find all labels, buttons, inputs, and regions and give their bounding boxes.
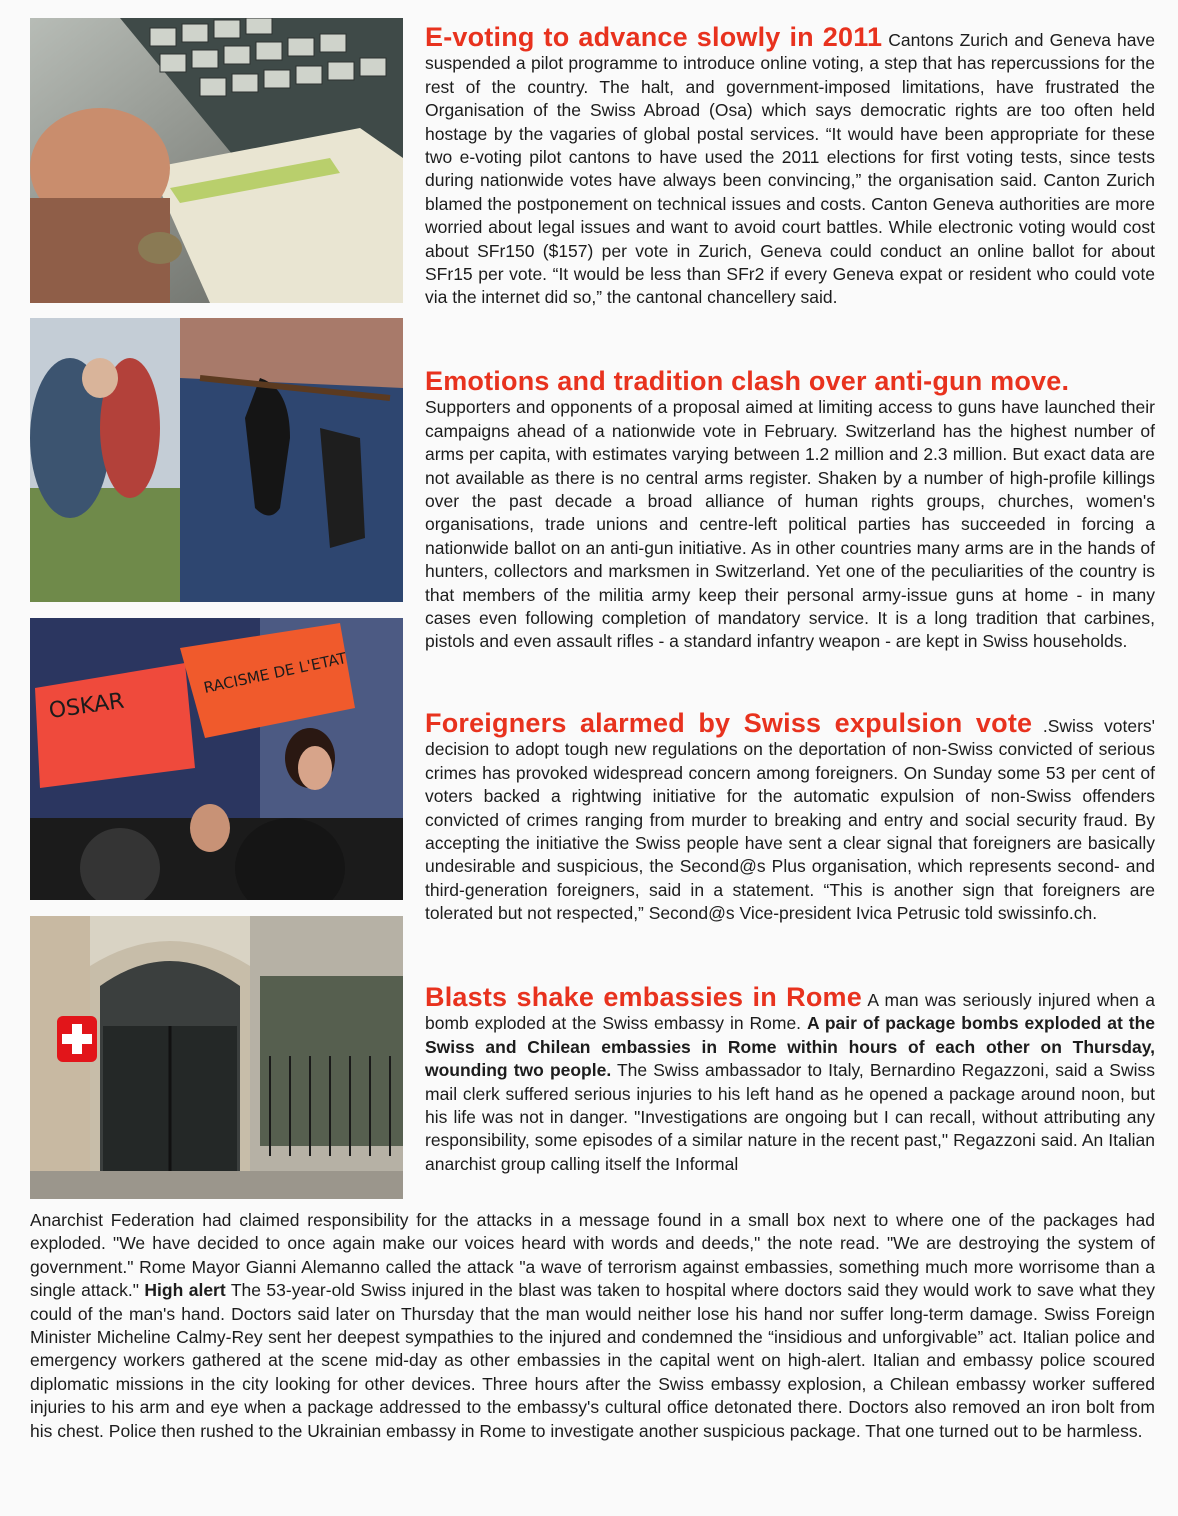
article-body-rome-4: The 53-year-old Swiss injured in the blast was taken to hospital where doctors said they would work to save what they could of the man's hand. Doctors said later on Thursday that the man would neither lose his hand nor suffer long-term damage. Swiss Foreign Minister Micheline Calmy-Rey sent her deepest sympathies to the injured and condemned the “insidious and unforgivable” act. Italian police and emergency workers gathered at the scene mid-day as other embassies in the capital went on high-alert. Italian and embassy police scoured diplomatic missions in the city looking for other devices. Three hours after the Swiss embassy explosion, a Chilean embassy worker suffered injuries to his arm and eye when a package addressed to the embassy's cultural office detonated there. Doctors also removed an iron bolt from his chest. Police then rushed to the Ukrainian embassy in Rome to investigate another suspicious package. That one turned out to be harmless. [30, 1280, 1155, 1441]
swiss-embassy-gate-photo [30, 916, 403, 1199]
article-anti-gun [425, 366, 1155, 654]
protest-sign-right: RACISME DE L'ETAT [202, 649, 349, 697]
protest-signs-photo [30, 618, 403, 900]
protest-sign-left: OSKAR [47, 688, 126, 724]
article-bold-summary: A pair of package bombs exploded at the Swiss and Chilean embassies in Rome within hours of each other on Thursday, wounding two people. [425, 1013, 1156, 1081]
article-body-anti-gun: Supporters and opponents of a proposal aimed at limiting access to guns have launched their campaigns ahead of a nationwide vote in February. Switzerland has the highest number of arms per capita, with estimates varying between 1.2 million and 2.3 million. But exact data are not available as there is no central arms register. Shaken by a number of high-profile killings over the past decade a broad alliance of human rights groups, churches, women's organisations, trade unions and centre-left political parties has succeeded in forcing a nationwide ballot on an anti-gun initiative. As in other countries many arms are in the hands of hunters, collectors and marksmen in Switzerland. Yet one of the peculiarities of the country is that members of the militia army keep their personal army-issue guns at home - in many cases even following completion of mandatory service. It is a long tradition that carbines, pistols and even assault rifles - a standard infantry weapon - are kept in Swiss households. [425, 397, 1155, 652]
article-body-rome-3: Anarchist Federation had claimed responsibility for the attacks in a message found in a small box next to where one of the packages had exploded. "We have decided to once again make our voices heard with words and deeds," the note read. "We are destroying the system of government." Rome Mayor Gianni Alemanno called the attack "a wave of terrorism against embassies, something much more worrisome than a single attack." [30, 1210, 1155, 1301]
article-expulsion-vote [425, 708, 1156, 926]
headline-expulsion-vote: Foreigners alarmed by Swiss expulsion vote [425, 708, 1033, 738]
article-body-e-voting: Cantons Zurich and Geneva have suspended a pilot programme to introduce online voting, a step that has repercussions for the rest of the country. The halt, and government-imposed limitations, have frustrated the Organisation of the Swiss Abroad (Osa) which says democratic rights are too often held hostage by the vagaries of global postal services. “It would have been appropriate for these two e-voting pilot cantons to have used the 2011 elections for first voting tests, since tests during nationwide votes have always been convincing,” the organisation said. Canton Zurich blamed the postponement on technical issues and costs. Canton Geneva authorities are more worried about legal issues and want to avoid court battles. While electronic voting would cost about SFr150 ($157) per vote in Zurich, Geneva could conduct an online ballot for about SFr15 per vote. “It would be less than SFr2 if every Geneva expat or resident who could vote via the internet did so,” the cantonal chancellery said. [425, 30, 1155, 308]
keyboard-and-ballot-photo [30, 18, 403, 303]
headline-rome-blasts: Blasts shake embassies in Rome [425, 982, 862, 1012]
article-rome-blasts [425, 982, 1156, 1176]
headline-e-voting: E-voting to advance slowly in 2011 [425, 22, 883, 52]
article-rome-blasts-continuation [30, 1209, 1155, 1443]
article-body-rome-1: A man was seriously injured when a bomb exploded at the Swiss embassy in Rome. [425, 990, 1155, 1034]
article-body-rome-2: The Swiss ambassador to Italy, Bernardino Regazzoni, said a Swiss mail clerk suffered serious injuries to his left hand as he opened a package around noon, but his life was not in danger. "Investigations are ongoing but I can recall, without attributing any responsibility, some episodes of a similar nature in the recent past," Regazzoni said. An Italian anarchist group calling itself the Informal [425, 1060, 1155, 1174]
subhead-high-alert: High alert [144, 1280, 226, 1301]
article-e-voting [425, 22, 1155, 310]
headline-anti-gun: Emotions and tradition clash over anti-gun move. [425, 366, 1070, 396]
article-body-expulsion-vote: .Swiss voters' decision to adopt tough new regulations on the deportation of non-Swiss convicted of serious crimes has provoked widespread concern among foreigners. On Sunday some 53 per cent of voters backed a rightwing initiative for the automatic expulsion of non-Swiss offenders convicted of crimes ranging from murder to breaking and entry and social security fraud. By accepting the initiative the Swiss people have sent a clear signal that foreigners are basically undesirable and suspicious, the Second@s Plus organisation, which represents second- and third-generation foreigners, said in a statement. “This is another sign that foreigners are tolerated but not respected,” Second@s Vice-president Ivica Petrusic told swissinfo.ch. [425, 716, 1156, 924]
holstered-gun-photo [30, 318, 403, 602]
